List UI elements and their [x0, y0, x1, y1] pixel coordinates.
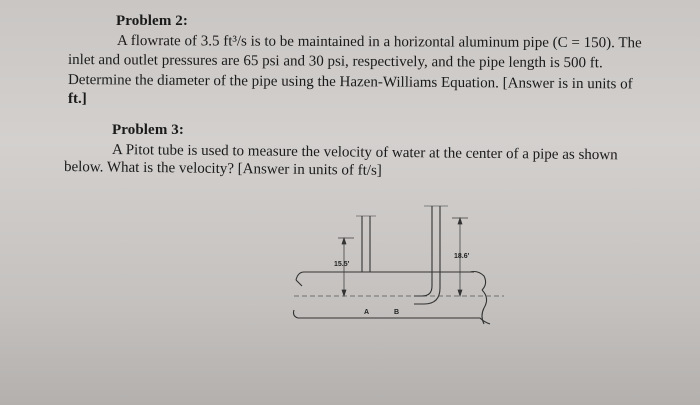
problem-2-title: Problem 2: — [116, 13, 188, 29]
problem-2-line-4: ft.] — [68, 91, 87, 107]
problem-3-line-1: A Pitot tube is used to measure the velocity of water at the center of a pipe as shown — [111, 142, 618, 164]
point-b-label: B — [394, 309, 400, 316]
problem-3-title: Problem 3: — [112, 122, 184, 138]
problem-2-line-1: A flowrate of 3.5 ft³/s is to be maintained in a horizontal aluminum pipe (C = 150). The — [116, 33, 642, 52]
pipe-walls — [294, 272, 491, 325]
pitot-tube — [414, 206, 448, 304]
left-height-label: 15.5' — [334, 261, 350, 268]
point-a-label: A — [364, 309, 370, 316]
problem-2-line-2: inlet and outlet pressures are 65 psi and 30 psi, respectively, and the pipe length is 500 ft. — [67, 52, 603, 72]
pitot-tube-diagram — [284, 200, 514, 340]
problem-3-line-2: below. What is the velocity? [Answer in units of ft/s] — [63, 159, 382, 179]
problem-2-line-3: Determine the diameter of the pipe using the Hazen-Williams Equation. [Answer is in units of — [67, 72, 633, 93]
piezometer-tube — [356, 216, 376, 272]
right-height-label: 18.6' — [454, 253, 470, 260]
